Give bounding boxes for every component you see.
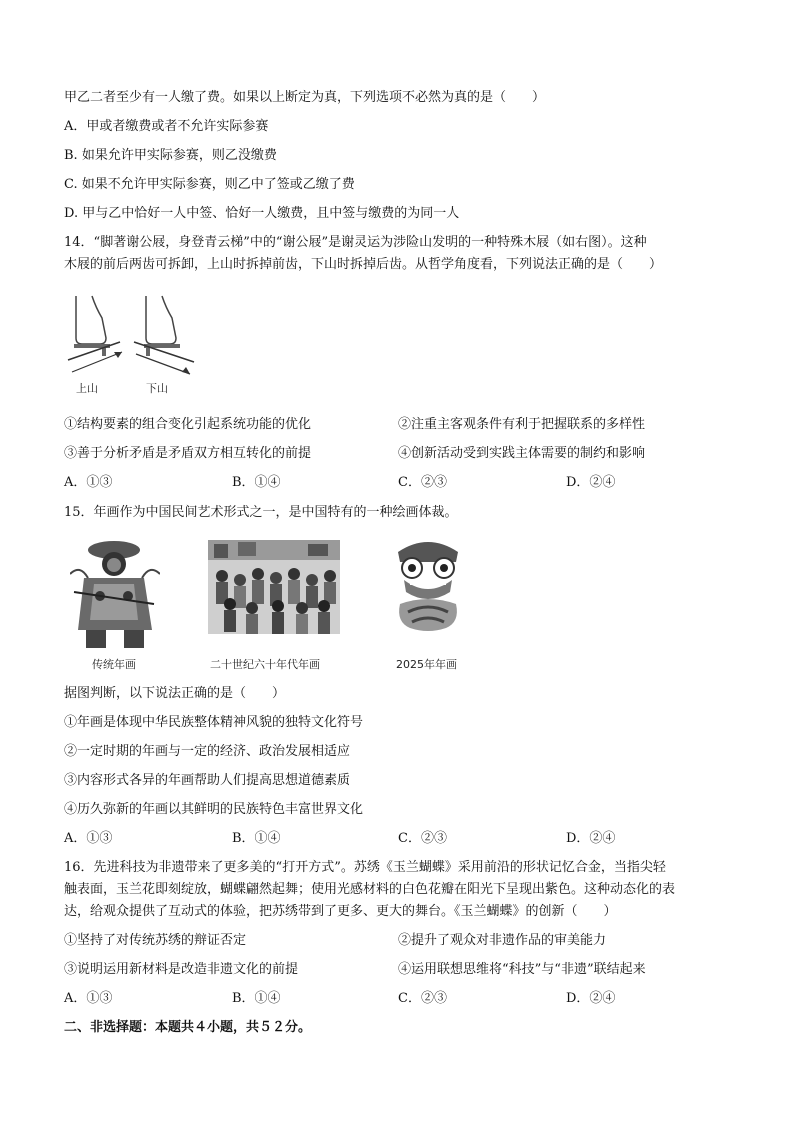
q14-stem-line2: 木屐的前后两齿可拆卸，上山时拆掉前齿，下山时拆掉后齿。从哲学角度看，下列说法正确的是（ ） [64,257,663,272]
q13-option-c: C. 如果不允许甲实际参赛，则乙中了签或乙缴了费 [64,177,355,192]
caption-traditional: 传统年画 [92,658,136,671]
q15-choice-b: B．①④ [232,831,281,846]
q16-statement-4: ④运用联想思维将“科技”与“非遗”联结起来 [398,962,646,977]
q14-choice-a: A．①③ [64,475,113,490]
q14-statement-1: ①结构要素的组合变化引起系统功能的优化 [64,417,312,432]
q15-statement-2: ②一定时期的年画与一定的经济、政治发展相适应 [64,744,351,759]
q16-choice-d: D．②④ [566,991,616,1006]
q16-choice-c: C．②③ [398,991,447,1006]
q14-choice-d: D．②④ [566,475,616,490]
q16-stem-line1: 16．先进科技为非遗带来了更多美的“打开方式”。苏绣《玉兰蝴蝶》采用前沿的形状记忆合金，当指尖轻 [64,860,666,875]
q16-statement-3: ③说明运用新材料是改造非遗文化的前提 [64,962,299,977]
q16-stem-line3: 达，给观众提供了互动式的体验，把苏绣带到了更多、更大的舞台。《玉兰蝴蝶》的创新（ ） [64,904,617,919]
q15-choice-d: D．②④ [566,831,616,846]
q14-stem-line1: 14．“脚著谢公屐，身登青云梯”中的“谢公屐”是谢灵运为涉险山发明的一种特殊木屐（如右图）。这种 [64,235,647,250]
traditional-nianhua-image [70,534,160,650]
caption-sixties: 二十世纪六十年代年画 [210,658,320,671]
q14-statement-3: ③善于分析矛盾是矛盾双方相互转化的前提 [64,446,312,461]
sixties-nianhua-image [208,540,340,634]
q13-option-d: D. 甲与乙中恰好一人中签、恰好一人缴费，且中签与缴费的为同一人 [64,206,460,221]
clog-label-downhill: 下山 [146,382,168,395]
q16-statement-1: ①坚持了对传统苏绣的辩证否定 [64,933,247,948]
q15-stem: 15．年画作为中国民间艺术形式之一，是中国特有的一种绘画体裁。 [64,505,458,520]
q15-statement-1: ①年画是体现中华民族整体精神风貌的独特文化符号 [64,715,364,730]
q16-stem-line2: 触表面，玉兰花即刻绽放，蝴蝶翩然起舞；使用光感材料的白色花瓣在阳光下呈现出紫色。这种动态化的表 [64,882,676,897]
q13-stem-tail: 甲乙二者至少有一人缴了费。如果以上断定为真，下列选项不必然为真的是（ ） [64,90,546,105]
q15-choice-c: C．②③ [398,831,447,846]
q14-statement-4: ④创新活动受到实践主体需要的制约和影响 [398,446,646,461]
q15-statement-3: ③内容形式各异的年画帮助人们提高思想道德素质 [64,773,351,788]
q16-statement-2: ②提升了观众对非遗作品的审美能力 [398,933,607,948]
q14-choice-b: B．①④ [232,475,281,490]
q13-option-a: A．甲或者缴费或者不允许实际参赛 [64,119,269,134]
q15-question: 据图判断，以下说法正确的是（ ） [64,686,286,701]
q13-option-b: B. 如果允许甲实际参赛，则乙没缴费 [64,148,277,163]
q15-choice-a: A．①③ [64,831,113,846]
clog-label-uphill: 上山 [76,382,98,395]
q15-statement-4: ④历久弥新的年画以其鲜明的民族特色丰富世界文化 [64,802,364,817]
q14-choice-c: C．②③ [398,475,447,490]
section2-heading: 二、非选择题：本题共４小题，共５２分。 [64,1020,312,1035]
q16-choice-b: B．①④ [232,991,281,1006]
nianhua-2025-image [390,532,466,640]
caption-2025: 2025年年画 [396,658,457,671]
q14-statement-2: ②注重主客观条件有利于把握联系的多样性 [398,417,646,432]
q16-choice-a: A．①③ [64,991,113,1006]
